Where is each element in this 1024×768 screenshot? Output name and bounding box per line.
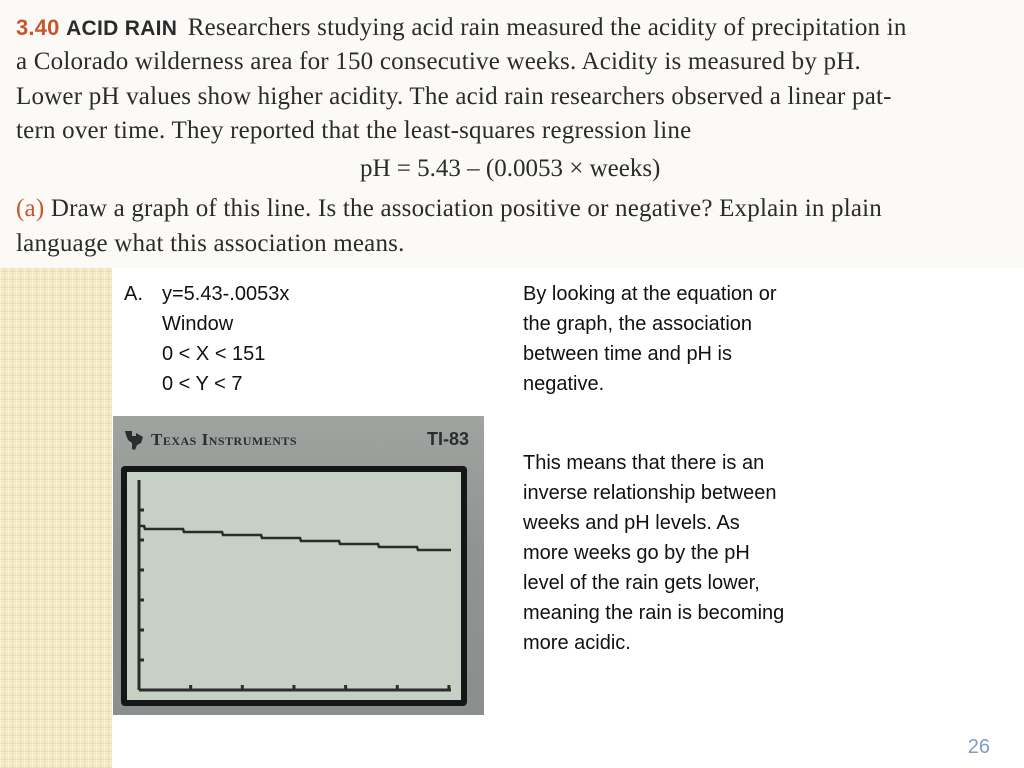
text-line: negative. (523, 373, 605, 395)
calculator-photo (113, 416, 484, 715)
text-line: weeks and pH levels. As (523, 512, 740, 534)
excerpt-line-3: Lower pH values show higher acidity. The acid rain researchers observed a linear pat- (16, 83, 892, 110)
x-range-text: 0 < X < 151 (162, 343, 266, 365)
question-part-a-line-1 (16, 194, 882, 224)
graph-plot (127, 472, 461, 700)
text-line: By looking at the equation or (523, 283, 777, 305)
excerpt-line-2: a Colorado wilderness area for 150 consecutive weeks. Acidity is measured by pH. (16, 48, 861, 75)
list-marker: A. (124, 283, 143, 305)
answer-lines (162, 279, 289, 399)
text-line: the graph, the association (523, 313, 753, 335)
window-label: Window (162, 313, 234, 335)
brand-name: Texas Instruments (151, 430, 298, 449)
excerpt-line-1 (16, 13, 907, 44)
explanation-paragraph-2 (523, 448, 843, 658)
text-line: inverse relationship between (523, 482, 777, 504)
textbook-excerpt (0, 0, 1024, 268)
texas-instruments-logo-icon (123, 428, 145, 452)
text-line: This means that there is an (523, 452, 765, 474)
part-label: (a) (16, 195, 45, 222)
lcd-screen (127, 472, 461, 700)
question-part-a-line-2: language what this association means. (16, 230, 405, 257)
text-line: level of the rain gets lower, (523, 572, 760, 594)
question-text: Draw a graph of this line. Is the association positive or negative? Explain in plain (50, 195, 882, 222)
equation-text: y=5.43-.0053x (162, 283, 290, 305)
model-name: TI-83 (426, 429, 469, 449)
text-line: more weeks go by the pH (523, 542, 750, 564)
text-line: between time and pH is (523, 343, 733, 365)
regression-formula: pH = 5.43 – (0.0053 × weeks) (360, 155, 661, 182)
decorative-pattern-strip (0, 268, 112, 768)
regression-line (139, 526, 451, 550)
y-range-text: 0 < Y < 7 (162, 373, 243, 395)
calculator-screen-bezel (121, 466, 467, 706)
page-number: 26 (967, 736, 990, 758)
excerpt-line-4: tern over time. They reported that the least-squares regression line (16, 117, 692, 144)
text-line: meaning the rain is becoming (523, 602, 785, 624)
excerpt-text: Researchers studying acid rain measured the acidity of precipitation in (187, 14, 907, 41)
exercise-number: 3.40 (16, 15, 60, 40)
exercise-heading: ACID RAIN (66, 17, 178, 40)
text-line: more acidic. (523, 632, 631, 654)
explanation-paragraph-1 (523, 279, 843, 399)
